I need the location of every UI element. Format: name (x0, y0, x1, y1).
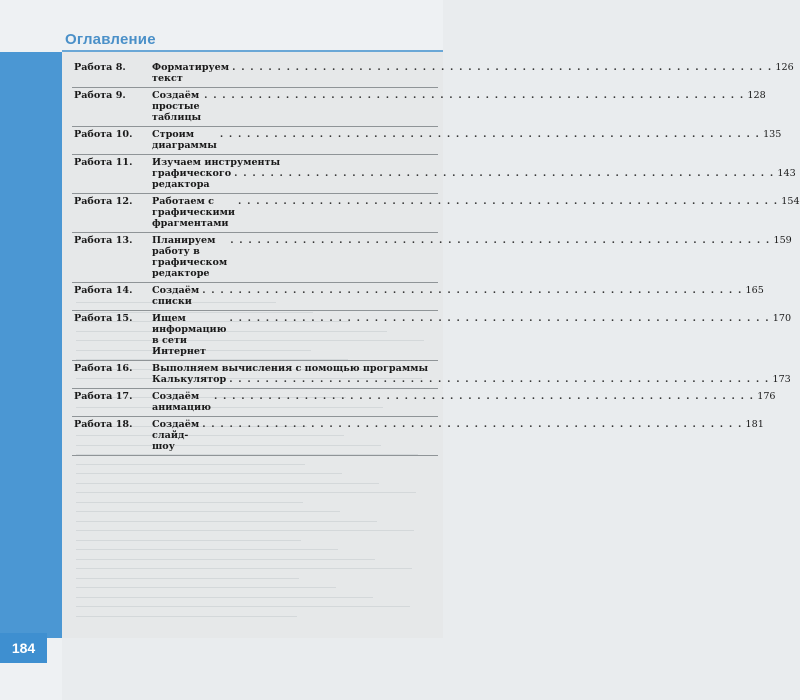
toc-entry-work-number: Работа 17. (74, 391, 133, 402)
toc-entry-title-line (152, 196, 800, 229)
toc-entry-title-text: Строим диаграммы (152, 129, 217, 151)
toc-entry-title-line (152, 419, 764, 452)
toc-entry-title-line (152, 391, 776, 413)
toc-entry-title (152, 285, 764, 307)
toc-entry[interactable] (72, 361, 791, 389)
toc-entry-title-line (152, 235, 792, 279)
toc-entry-page-number: 165 (745, 285, 764, 296)
toc-entry-page-number: 154 (781, 196, 800, 207)
toc-entry-title-line (152, 363, 791, 374)
toc-entry-title-line (152, 157, 796, 168)
toc-entry[interactable] (72, 60, 794, 88)
toc-entry-title (152, 157, 796, 190)
toc-entry-work-number: Работа 13. (74, 235, 133, 246)
toc-leader-dots: . . . . . . . . . . . . . . . . . . . . . . . . . . . . . . . . . . . . . . . . . . . . . . . . . . . . . . . . . . . . (238, 196, 779, 207)
toc-entry-page-number: 159 (773, 235, 792, 246)
bleed-through-line (76, 597, 373, 598)
toc-entry-page-number: 128 (747, 90, 766, 101)
page-title: Оглавление (65, 31, 156, 48)
bleed-through-line (76, 540, 301, 541)
bleed-through-line (76, 521, 377, 522)
toc-entry-page-number: 126 (775, 62, 794, 73)
toc-entry[interactable] (72, 88, 766, 127)
toc-leader-dots: . . . . . . . . . . . . . . . . . . . . . . . . . . . . . . . . . . . . . . . . . . . . . . . . . . . . . . . . . . . . (202, 419, 743, 430)
toc-entry-title (152, 235, 792, 279)
toc-leader-dots: . . . . . . . . . . . . . . . . . . . . . . . . . . . . . . . . . . . . . . . . . . . . . . . . . . . . . . . . . . . . (202, 285, 743, 296)
bleed-through-line (76, 616, 297, 617)
toc-leader-dots: . . . . . . . . . . . . . . . . . . . . . . . . . . . . . . . . . . . . . . . . . . . . . . . . . . . . . . . . . . . . (213, 391, 755, 402)
toc-entry-title-text: Создаём анимацию (152, 391, 211, 413)
left-color-bar (0, 52, 62, 638)
table-of-contents (72, 60, 800, 456)
toc-leader-dots: . . . . . . . . . . . . . . . . . . . . . . . . . . . . . . . . . . . . . . . . . . . . . . . . . . . . . . . . . . . . (219, 129, 761, 140)
toc-leader-dots: . . . . . . . . . . . . . . . . . . . . . . . . . . . . . . . . . . . . . . . . . . . . . . . . . . . . . . . . . . . . (229, 374, 770, 385)
toc-entry-work-number: Работа 16. (74, 363, 133, 374)
toc-entry[interactable] (72, 311, 792, 361)
toc-entry-title-text: Изучаем инструменты (152, 157, 281, 168)
bleed-through-line (76, 578, 299, 579)
bleed-through-line (76, 483, 379, 484)
bleed-through-line (76, 492, 416, 493)
toc-entry-page-number: 170 (772, 313, 792, 324)
toc-entry-title-line (152, 90, 766, 123)
toc-entry-title (152, 313, 791, 357)
toc-entry-title-text: Работаем с графическими фрагментами (152, 196, 236, 229)
toc-entry-title-text: Создаём списки (152, 285, 200, 307)
bleed-through-line (76, 587, 336, 588)
toc-entry-page-number: 176 (757, 391, 776, 402)
toc-entry[interactable] (72, 233, 792, 283)
bleed-through-line (76, 568, 412, 569)
bleed-through-line (76, 606, 410, 607)
toc-entry-title-text: Планируем работу в графическом редакторе (152, 235, 228, 279)
toc-entry-title-line (152, 62, 794, 84)
toc-entry-title-text: графического редактора (152, 168, 232, 190)
toc-entry[interactable] (72, 283, 764, 311)
toc-entry-page-number: 181 (745, 419, 764, 430)
toc-leader-dots: . . . . . . . . . . . . . . . . . . . . . . . . . . . . . . . . . . . . . . . . . . . . . . . . . . . . . . . . . . . . (204, 90, 745, 101)
toc-leader-dots: . . . . . . . . . . . . . . . . . . . . . . . . . . . . . . . . . . . . . . . . . . . . . . . . . . . . . . . . . . . . (229, 313, 770, 324)
toc-entry-title-line (152, 285, 764, 307)
toc-entry[interactable] (72, 389, 776, 417)
toc-entry-work-number: Работа 12. (74, 196, 133, 207)
bleed-through-line (76, 530, 414, 531)
toc-entry-title (152, 129, 781, 151)
toc-entry-title-text: Калькулятор (152, 374, 227, 385)
toc-entry-title-text: Ищем информацию в сети Интернет (152, 313, 227, 357)
toc-entry-title-line (152, 313, 791, 357)
toc-entry-work-number: Работа 9. (74, 90, 126, 101)
bleed-through-line (76, 511, 340, 512)
toc-entry-title-line (152, 168, 796, 190)
bleed-through-line (76, 559, 375, 560)
toc-entry-title (152, 391, 776, 413)
page-number: 184 (0, 633, 47, 663)
toc-entry-work-number: Работа 10. (74, 129, 133, 140)
toc-entry-title-text: Форматируем текст (152, 62, 230, 84)
bleed-through-line (76, 473, 342, 474)
toc-leader-dots: . . . . . . . . . . . . . . . . . . . . . . . . . . . . . . . . . . . . . . . . . . . . . . . . . . . . . . . . . . . . (230, 235, 771, 246)
toc-entry-work-number: Работа 14. (74, 285, 133, 296)
toc-entry-title (152, 363, 791, 385)
toc-entry-title-text: Выполняем вычисления с помощью программы (152, 363, 429, 374)
toc-entry-title-line (152, 374, 791, 385)
toc-entry-page-number: 173 (772, 374, 791, 385)
toc-entry[interactable] (72, 417, 764, 456)
toc-page (62, 52, 800, 638)
toc-entry-title-text: Создаём простые таблицы (152, 90, 202, 123)
toc-entry-work-number: Работа 15. (74, 313, 133, 324)
bleed-through-line (76, 502, 303, 503)
toc-entry[interactable] (72, 155, 796, 194)
toc-entry-title (152, 90, 766, 123)
bleed-through-line (76, 464, 305, 465)
toc-entry-title-text: Создаём слайд-шоу (152, 419, 200, 452)
toc-entry-work-number: Работа 18. (74, 419, 133, 430)
toc-leader-dots: . . . . . . . . . . . . . . . . . . . . . . . . . . . . . . . . . . . . . . . . . . . . . . . . . . . . . . . . . . . . (232, 62, 773, 73)
toc-entry-title (152, 419, 764, 452)
toc-entry-title (152, 196, 800, 229)
toc-entry-page-number: 135 (763, 129, 782, 140)
toc-entry-work-number: Работа 8. (74, 62, 126, 73)
toc-leader-dots: . . . . . . . . . . . . . . . . . . . . . . . . . . . . . . . . . . . . . . . . . . . . . . . . . . . . . . . . . . . . (234, 168, 775, 179)
toc-entry[interactable] (72, 127, 782, 155)
toc-entry-title-line (152, 129, 781, 151)
toc-entry-title (152, 62, 794, 84)
toc-entry-work-number: Работа 11. (74, 157, 133, 168)
toc-entry-page-number: 143 (777, 168, 796, 179)
bleed-through-line (76, 549, 338, 550)
toc-entry[interactable] (72, 194, 800, 233)
